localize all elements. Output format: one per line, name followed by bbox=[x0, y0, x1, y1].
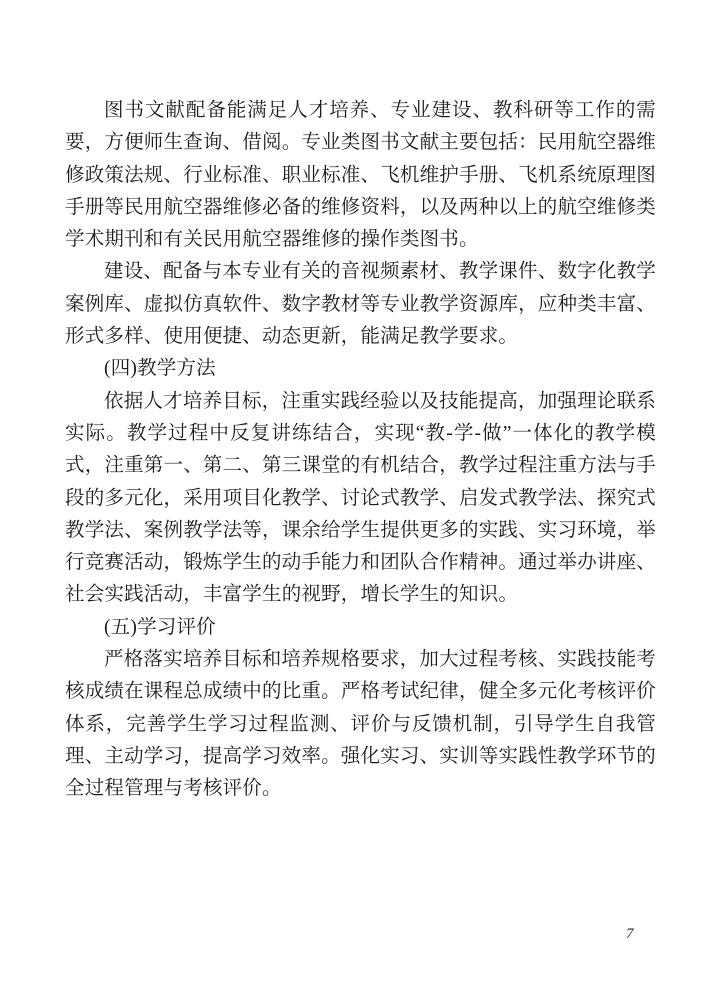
document-body bbox=[65, 95, 656, 806]
section-heading-teaching-methods: (四)教学方法 bbox=[104, 358, 216, 380]
paragraph-learning-evaluation: 严格落实培养目标和培养规格要求，加大过程考核、实践技能考核成绩在课程总成绩中的比重。严格考试纪律，健全多元化考核评价体系，完善学生学习过程监测、评价与反馈机制，引导学生自我管理、主动学习，提高学习效率。强化实习、实训等实践性教学环节的全过程管理与考核评价。 bbox=[65, 649, 657, 800]
paragraph-teaching-methods: 依据人才培养目标，注重实践经验以及技能提高，加强理论联系实际。教学过程中反复讲练结合，实现“教-学-做”一体化的教学模式，注重第一、第二、第三课堂的有机结合，教学过程注重方法与手段的多元化，采用项目化教学、讨论式教学、启发式教学法、探究式教学法、案例教学法等，课余给学生提供更多的实践、实习环境，举行竞赛活动，锻炼学生的动手能力和团队合作精神。通过举办讲座、社会实践活动，丰富学生的视野，增长学生的知识。 bbox=[65, 390, 657, 606]
section-heading-learning-evaluation: (五)学习评价 bbox=[104, 616, 216, 638]
paragraph-library-resources: 图书文献配备能满足人才培养、专业建设、教科研等工作的需要，方便师生查询、借阅。专业类图书文献主要包括：民用航空器维修政策法规、行业标准、职业标准、飞机维护手册、飞机系统原理图手册等民用航空器维修必备的维修资料，以及两种以上的航空维修类学术期刊和有关民用航空器维修的操作类图书。 bbox=[65, 100, 657, 251]
paragraph-teaching-resources: 建设、配备与本专业有关的音视频素材、教学课件、数字化教学案例库、虚拟仿真软件、数字教材等专业教学资源库，应种类丰富、形式多样、使用便捷、动态更新，能满足教学要求。 bbox=[65, 261, 657, 348]
page-number: 7 bbox=[626, 926, 634, 942]
